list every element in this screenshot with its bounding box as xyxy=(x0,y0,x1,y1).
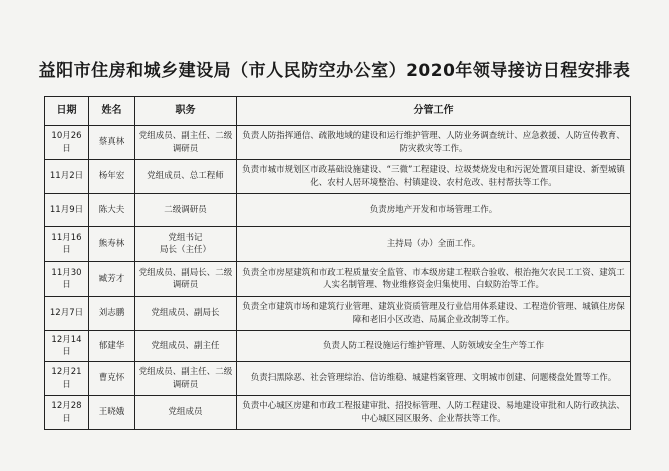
cell-name: 陈大夫 xyxy=(89,194,135,227)
cell-date: 12月21日 xyxy=(45,362,89,396)
cell-date: 11月16日 xyxy=(45,227,89,262)
cell-position: 党组成员 xyxy=(135,396,237,430)
cell-name: 杨年宏 xyxy=(89,160,135,194)
cell-date: 11月30日 xyxy=(45,262,89,297)
cell-duties: 负责中心城区房建和市政工程报建审批、招投标管理、人防工程建设、易地建设审批和人防行政执法、中心城区园区服务、企业帮扶等工作。 xyxy=(237,396,631,430)
cell-duties: 负责市城市规划区市政基础设施建设、“三微”工程建设、垃圾焚烧发电和污泥处置项目建设、新型城镇化、农村人居环境整治、村镇建设、农村危改、驻村帮扶等工作。 xyxy=(237,160,631,194)
cell-date: 12月28日 xyxy=(45,396,89,430)
cell-date: 11月9日 xyxy=(45,194,89,227)
table-row xyxy=(45,194,631,227)
cell-name: 臧芳才 xyxy=(89,262,135,297)
cell-name: 熊寿林 xyxy=(89,227,135,262)
cell-duties: 负责人防工程设施运行维护管理、人防领域安全生产等工作 xyxy=(237,331,631,362)
cell-position: 党组书记 局长（主任） xyxy=(135,227,237,262)
cell-position: 党组成员、副局长 xyxy=(135,297,237,331)
header-name: 姓名 xyxy=(89,97,135,126)
cell-duties: 负责全市建筑市场和建筑行业管理、建筑业资质管理及行业信用体系建设、工程造价管理、城镇住房保障和老旧小区改造、局属企业改制等工作。 xyxy=(237,297,631,331)
table-row xyxy=(45,362,631,396)
cell-position: 党组成员、副主任 xyxy=(135,331,237,362)
header-duties: 分管工作 xyxy=(237,97,631,126)
cell-duties: 负责房地产开发和市场管理工作。 xyxy=(237,194,631,227)
table-header-row xyxy=(45,97,631,126)
cell-position: 党组成员、副局长、二级 调研员 xyxy=(135,262,237,297)
table-row xyxy=(45,160,631,194)
cell-duties: 主持局（办）全面工作。 xyxy=(237,227,631,262)
table-row xyxy=(45,396,631,430)
cell-name: 郁建华 xyxy=(89,331,135,362)
table-row xyxy=(45,297,631,331)
cell-name: 王晓娥 xyxy=(89,396,135,430)
cell-duties: 负责扫黑除恶、社会管理综治、信访维稳、城建档案管理、文明城市创建、问题楼盘处置等工作。 xyxy=(237,362,631,396)
cell-duties: 负责人防指挥通信、疏散地域的建设和运行维护管理、人防业务调查统计、应急救援、人防宣传教育、防灾救灾等工作。 xyxy=(237,126,631,160)
cell-date: 11月2日 xyxy=(45,160,89,194)
header-date: 日期 xyxy=(45,97,89,126)
schedule-table xyxy=(44,96,631,430)
cell-position: 二级调研员 xyxy=(135,194,237,227)
cell-name: 蔡真林 xyxy=(89,126,135,160)
table-row xyxy=(45,126,631,160)
cell-position: 党组成员、副主任、二级 调研员 xyxy=(135,126,237,160)
header-position: 职务 xyxy=(135,97,237,126)
cell-name: 刘志鹏 xyxy=(89,297,135,331)
cell-name: 曹克怀 xyxy=(89,362,135,396)
table-row xyxy=(45,331,631,362)
cell-position: 党组成员、副主任、二级 调研员 xyxy=(135,362,237,396)
page-title: 益阳市住房和城乡建设局（市人民防空办公室）2020年领导接访日程安排表 xyxy=(38,61,631,81)
table-row xyxy=(45,227,631,262)
cell-duties: 负责全市房屋建筑和市政工程质量安全监管、市本级房建工程联合验收、根治拖欠农民工工资、建筑工人实名制管理、物业维修资金归集使用、白蚁防治等工作。 xyxy=(237,262,631,297)
cell-date: 12月7日 xyxy=(45,297,89,331)
cell-date: 10月26日 xyxy=(45,126,89,160)
cell-date: 12月14日 xyxy=(45,331,89,362)
table-row xyxy=(45,262,631,297)
cell-position: 党组成员、总工程师 xyxy=(135,160,237,194)
